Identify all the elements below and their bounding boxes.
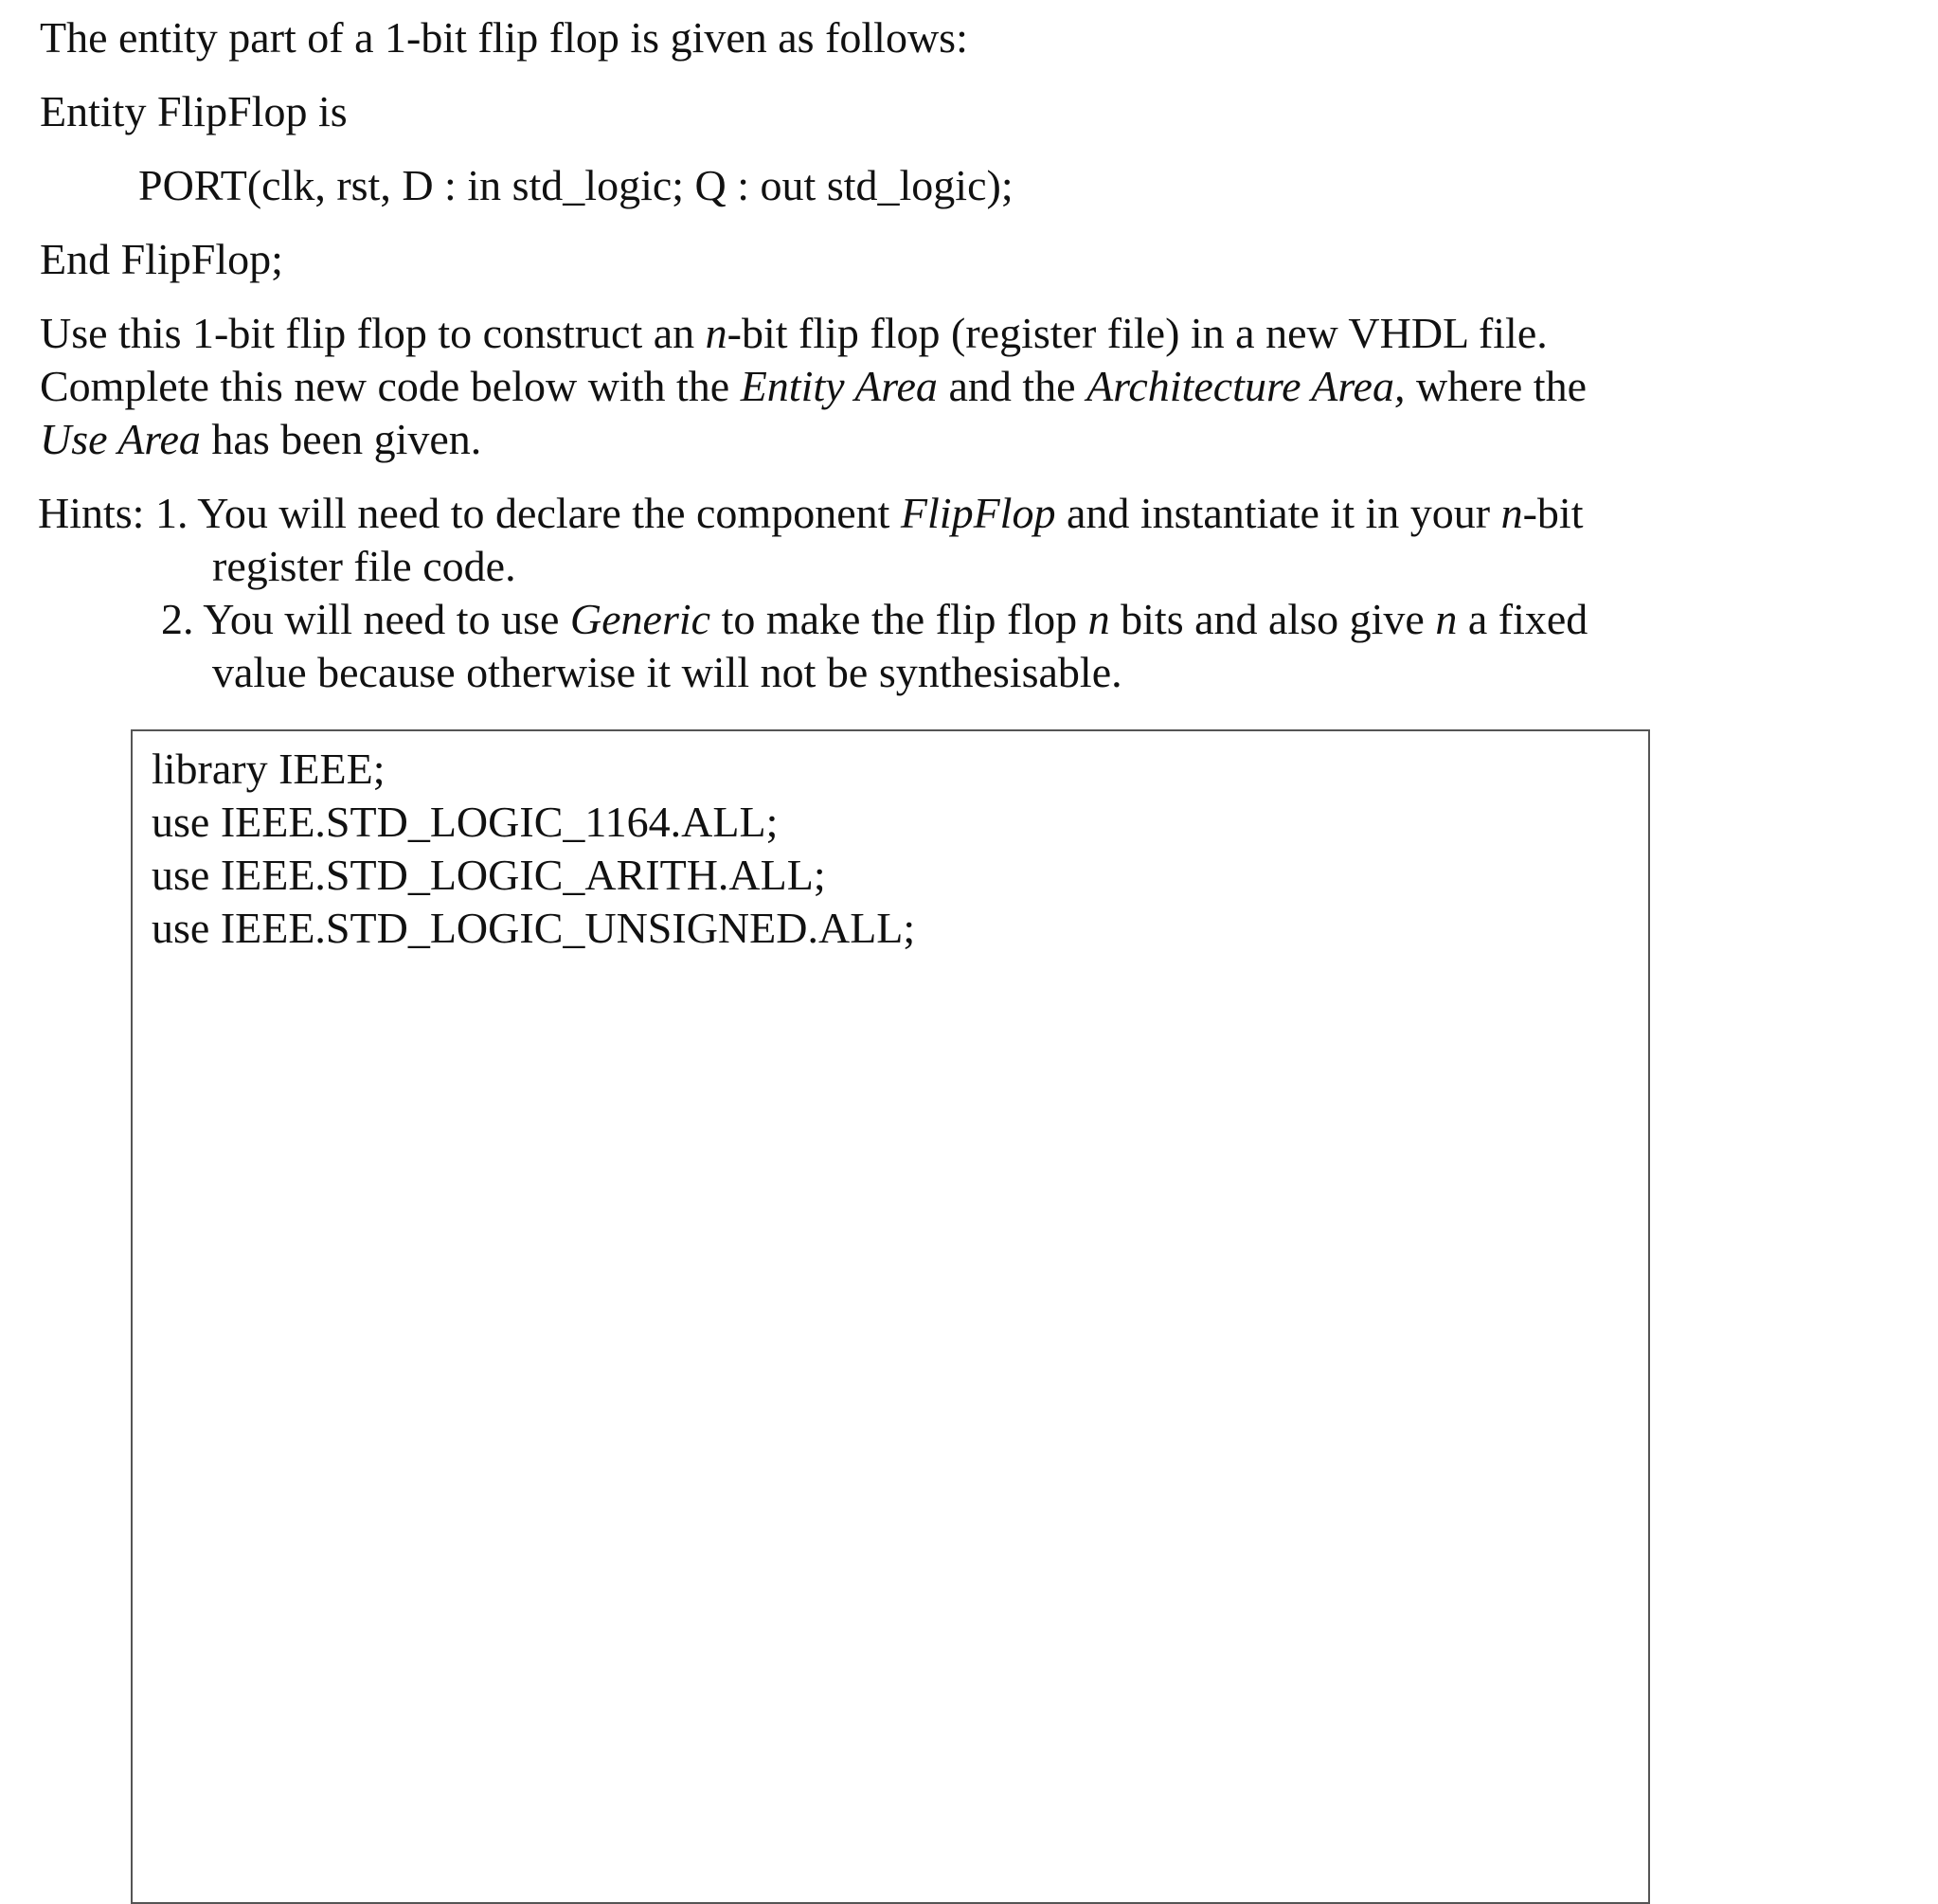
hint-1-b: and instantiate it in your	[1055, 489, 1501, 537]
entity-line-3: End FlipFlop;	[40, 235, 283, 283]
task-l3-b: has been given.	[200, 415, 482, 463]
hint-1-a: Hints: 1. You will need to declare the component	[38, 489, 901, 537]
entity-port-line	[138, 159, 1014, 212]
hint-2-continuation: value because otherwise it will not be synthesisable.	[212, 648, 1122, 696]
intro-sentence: The entity part of a 1-bit flip flop is given as follows:	[40, 13, 968, 62]
code-line-library: library IEEE;	[152, 745, 386, 793]
code-line-use-arith: use IEEE.STD_LOGIC_ARITH.ALL;	[152, 851, 826, 899]
entity-line-2: PORT(clk, rst, D : in std_logic; Q : out std_logic);	[138, 161, 1014, 209]
code-line-use-unsigned: use IEEE.STD_LOGIC_UNSIGNED.ALL;	[152, 904, 916, 952]
hint-1-line-2	[212, 540, 516, 593]
hint-1-line-1	[38, 487, 1583, 540]
hint-2-c: bits and also give	[1109, 595, 1436, 643]
task-paragraph-line-3	[40, 413, 481, 466]
entity-end-line	[40, 233, 283, 286]
hint-2-d: a fixed	[1457, 595, 1588, 643]
intro-text	[40, 11, 968, 64]
hint-2-generic: Generic	[569, 595, 711, 643]
task-paragraph-line-2	[40, 360, 1587, 413]
task-l2-b: and the	[937, 362, 1087, 410]
hint-1-c: -bit	[1522, 489, 1584, 537]
hint-2-line-1	[161, 593, 1588, 646]
task-l1-a: Use this 1-bit flip flop to construct an	[40, 309, 706, 357]
task-l2-architecture-area: Architecture Area,	[1086, 362, 1406, 410]
task-l1-n: n	[705, 309, 727, 357]
task-paragraph-line-1	[40, 307, 1548, 360]
task-l2-a: Complete this new code below with the	[40, 362, 741, 410]
code-line-use-1164: use IEEE.STD_LOGIC_1164.ALL;	[152, 798, 779, 846]
hint-2-a: 2. You will need to use	[161, 595, 570, 643]
entity-declaration-line	[40, 85, 348, 138]
hint-2-b: to make the flip flop	[710, 595, 1088, 643]
hint-1-continuation: register file code.	[212, 542, 516, 590]
hint-1-n: n	[1500, 489, 1523, 537]
hint-1-flipflop: FlipFlop	[900, 489, 1056, 537]
task-l2-c: where the	[1405, 362, 1588, 410]
entity-line-1: Entity FlipFlop is	[40, 87, 348, 135]
task-l1-b: -bit flip flop (register file) in a new VHDL file.	[727, 309, 1548, 357]
task-l3-use-area: Use Area	[40, 415, 201, 463]
task-l2-entity-area: Entity Area	[740, 362, 938, 410]
code-answer-box	[131, 729, 1650, 1904]
hint-2-line-2	[212, 646, 1122, 699]
hint-2-n-1: n	[1087, 595, 1110, 643]
hint-2-n-2: n	[1435, 595, 1458, 643]
